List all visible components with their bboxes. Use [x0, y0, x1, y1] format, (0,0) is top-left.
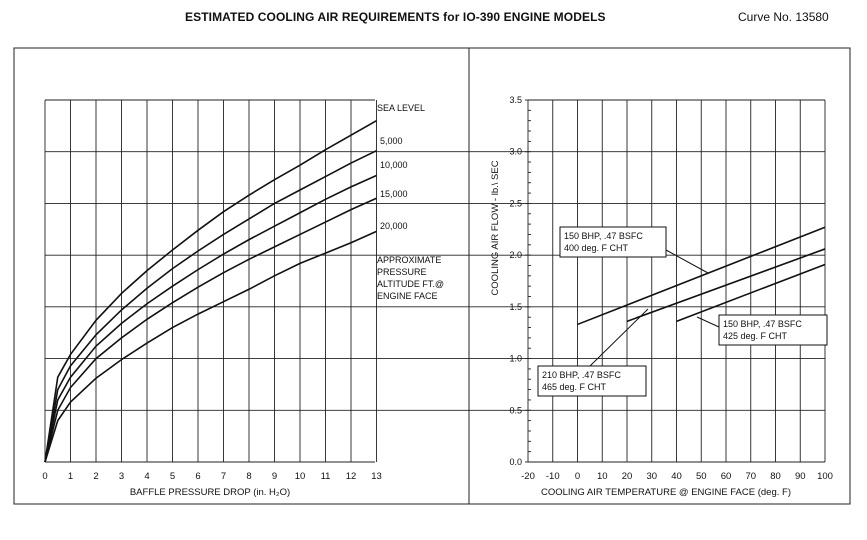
right-x-tick-label: 80	[770, 471, 781, 482]
right-y-tick-label: 2.0	[509, 250, 522, 261]
callout-150bhp-425-line-2: 425 deg. F CHT	[723, 331, 788, 341]
right-x-tick-label: 0	[574, 471, 581, 482]
right-y-tick-label: 1.0	[509, 353, 522, 364]
series-line-15-000	[45, 198, 377, 462]
leader-line-150bhp-425	[697, 317, 719, 327]
left-x-tick-label: 9	[271, 471, 278, 482]
series-line-10-000	[45, 176, 377, 462]
left-x-tick-label: 6	[195, 471, 201, 482]
callout-210bhp-465	[538, 366, 646, 396]
right-x-axis-label: COOLING AIR TEMPERATURE @ ENGINE FACE (deg. F)	[540, 487, 792, 498]
left-x-tick-label: 7	[220, 471, 227, 482]
left-x-axis-label: BAFFLE PRESSURE DROP (in. H₂O)	[129, 487, 291, 498]
legend-title-line-1: APPROXIMATE	[377, 255, 442, 265]
left-x-tick-label: 10	[294, 471, 306, 482]
left-x-tick-label: 11	[320, 471, 331, 482]
right-x-tick-label: 20	[621, 471, 633, 482]
left-x-tick-label: 2	[93, 471, 99, 482]
legend-title-line-3: ALTITUDE FT.@	[377, 279, 444, 289]
curve-number: Curve No. 13580	[738, 10, 829, 24]
right-plot-area	[469, 95, 833, 482]
legend-title-line-4: ENGINE FACE	[377, 291, 438, 301]
callout-210bhp-465-line-2: 465 deg. F CHT	[542, 382, 607, 392]
right-y-tick-label: 0.0	[509, 457, 522, 467]
page-title: ESTIMATED COOLING AIR REQUIREMENTS for IO-390 ENGINE MODELS	[185, 10, 606, 24]
left-x-tick-label: 12	[345, 471, 357, 482]
callout-150bhp-425	[719, 315, 827, 345]
callout-150bhp-400-line-1: 150 BHP, .47 BSFC	[564, 231, 643, 241]
right-y-tick-label: 0.5	[509, 405, 522, 416]
right-x-tick-label: 100	[817, 471, 833, 482]
left-x-tick-label: 5	[169, 471, 176, 482]
left-x-tick-label: 0	[42, 471, 48, 482]
left-x-tick-label: 1	[67, 471, 74, 482]
right-x-tick-label: -10	[545, 471, 560, 482]
right-y-tick-label: 1.5	[509, 301, 522, 312]
callout-210bhp-465-line-1: 210 BHP, .47 BSFC	[542, 370, 621, 380]
right-x-tick-label: -20	[521, 471, 535, 482]
legend-title-line-2: PRESSURE	[377, 267, 427, 277]
series-label-5-000: 5,000	[380, 136, 403, 146]
leader-line-210bhp-465	[590, 309, 648, 366]
right-y-tick-label: 2.5	[509, 198, 522, 209]
series-line-sea-level	[45, 121, 377, 462]
right-x-tick-label: 30	[646, 471, 658, 482]
left-x-tick-label: 4	[144, 471, 150, 482]
series-label-20-000: 20,000	[380, 221, 408, 231]
right-y-axis-label: COOLING AIR FLOW - lb.\ SEC	[490, 160, 501, 296]
right-y-tick-label: 3.5	[509, 95, 522, 105]
callout-150bhp-400-line-2: 400 deg. F CHT	[564, 243, 629, 253]
series-label-sea-level: SEA LEVEL	[377, 103, 426, 113]
right-x-tick-label: 70	[745, 471, 757, 482]
right-y-tick-label: 3.0	[509, 146, 522, 157]
callout-150bhp-400	[560, 227, 666, 257]
right-x-tick-label: 10	[596, 471, 608, 482]
right-x-tick-label: 40	[671, 471, 682, 482]
callout-150bhp-425-line-1: 150 BHP, .47 BSFC	[723, 319, 802, 329]
series-line-5-000	[45, 151, 377, 462]
series-label-10-000: 10,000	[380, 160, 408, 170]
left-x-tick-label: 8	[246, 471, 252, 482]
left-x-tick-label: 3	[118, 471, 125, 482]
right-x-tick-label: 90	[794, 471, 806, 482]
right-x-tick-label: 50	[695, 471, 707, 482]
series-label-15-000: 15,000	[380, 189, 408, 199]
outer-frame	[14, 48, 850, 504]
right-x-tick-label: 60	[720, 471, 732, 482]
left-x-tick-label: 13	[371, 471, 382, 482]
